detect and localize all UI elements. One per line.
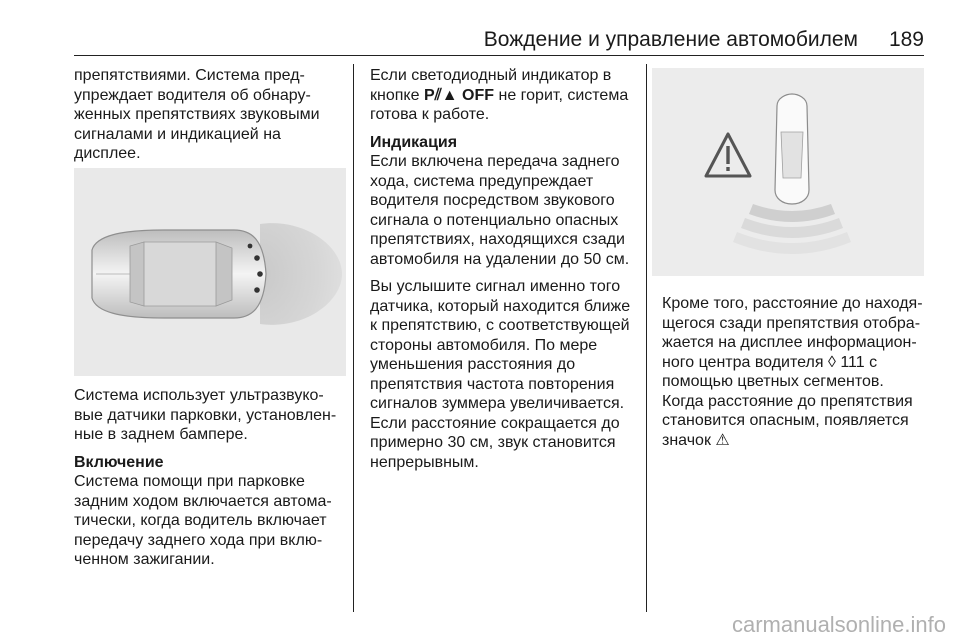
col1-paragraph-3: Система помощи при парковке задним ходом включается автома- тически, когда водитель включает передачу заднего хода при вклю- ченном зажигании. [74, 473, 332, 568]
driver-display-illustration [652, 68, 924, 276]
column-3 [662, 294, 924, 458]
col1-paragraph-2: Система использует ультразвуко- вые датчики парковки, установлен- ные в заднем бампере. [74, 387, 337, 443]
display-figure [652, 68, 924, 276]
section-heading-activation: Включение [74, 453, 164, 471]
page-reference[interactable]: 111 с [840, 353, 878, 371]
column-1-lower [74, 386, 346, 578]
col1-paragraph-1: препятствиями. Система пред- упреждает водителя об обнару- женных препятствиях звуковыми сигналами и индикацией на дисплее. [74, 67, 320, 162]
page-number: 189 [888, 28, 924, 51]
col2-paragraph-3: Вы услышите сигнал именно того датчика, который находится ближе к препятствию, с соответствующей стороны автомобиля. По мере уменьшения расстояния до препятствия частота повторения сигналов зуммера увеличивается. Если расстояние сокращается до примерно 30 см, звук становится непрерывным. [370, 278, 631, 471]
sensor-icon [248, 244, 253, 249]
sensor-icon [254, 255, 260, 261]
column-2 [370, 66, 638, 480]
col3-paragraph-1: Кроме того, расстояние до находя- щегося сзади препятствия отобра- жается на дисплее информацион- ного центра водителя ◊ 111 с помощью цветных сегментов. Когда расстояние до препятствия становится опасным, появляется значок ⚠ [662, 295, 923, 449]
parking-off-button-icon: P⫽▲ OFF [423, 86, 495, 104]
column-1 [74, 66, 346, 172]
col2-paragraph-1: Если светодиодный индикатор в кнопке P⫽▲ OFF не горит, система готова к работе. [370, 67, 629, 123]
car-sensor-figure [74, 168, 346, 376]
col2-paragraph-2: Если включена передача заднего хода, система предупреждает водителя посредством звукового сигнала о потенциально опасных препятствиях, находящихся сзади автомобиля на удалении до 50 см. [370, 153, 630, 268]
page-header [74, 28, 924, 52]
column-divider-2 [646, 64, 647, 612]
sensor-icon [257, 271, 263, 277]
watermark: carmanualsonline.info [731, 612, 946, 637]
car-top-view-illustration [74, 168, 346, 376]
warning-icon: ⚠ [715, 431, 730, 449]
sensor-icon [254, 287, 260, 293]
column-divider-1 [353, 64, 354, 612]
section-heading-indication: Индикация [370, 133, 458, 151]
page-reference-icon: ◊ [827, 353, 836, 371]
page-title: Вождение и управление автомобилем [483, 28, 858, 51]
header-rule [74, 55, 924, 56]
